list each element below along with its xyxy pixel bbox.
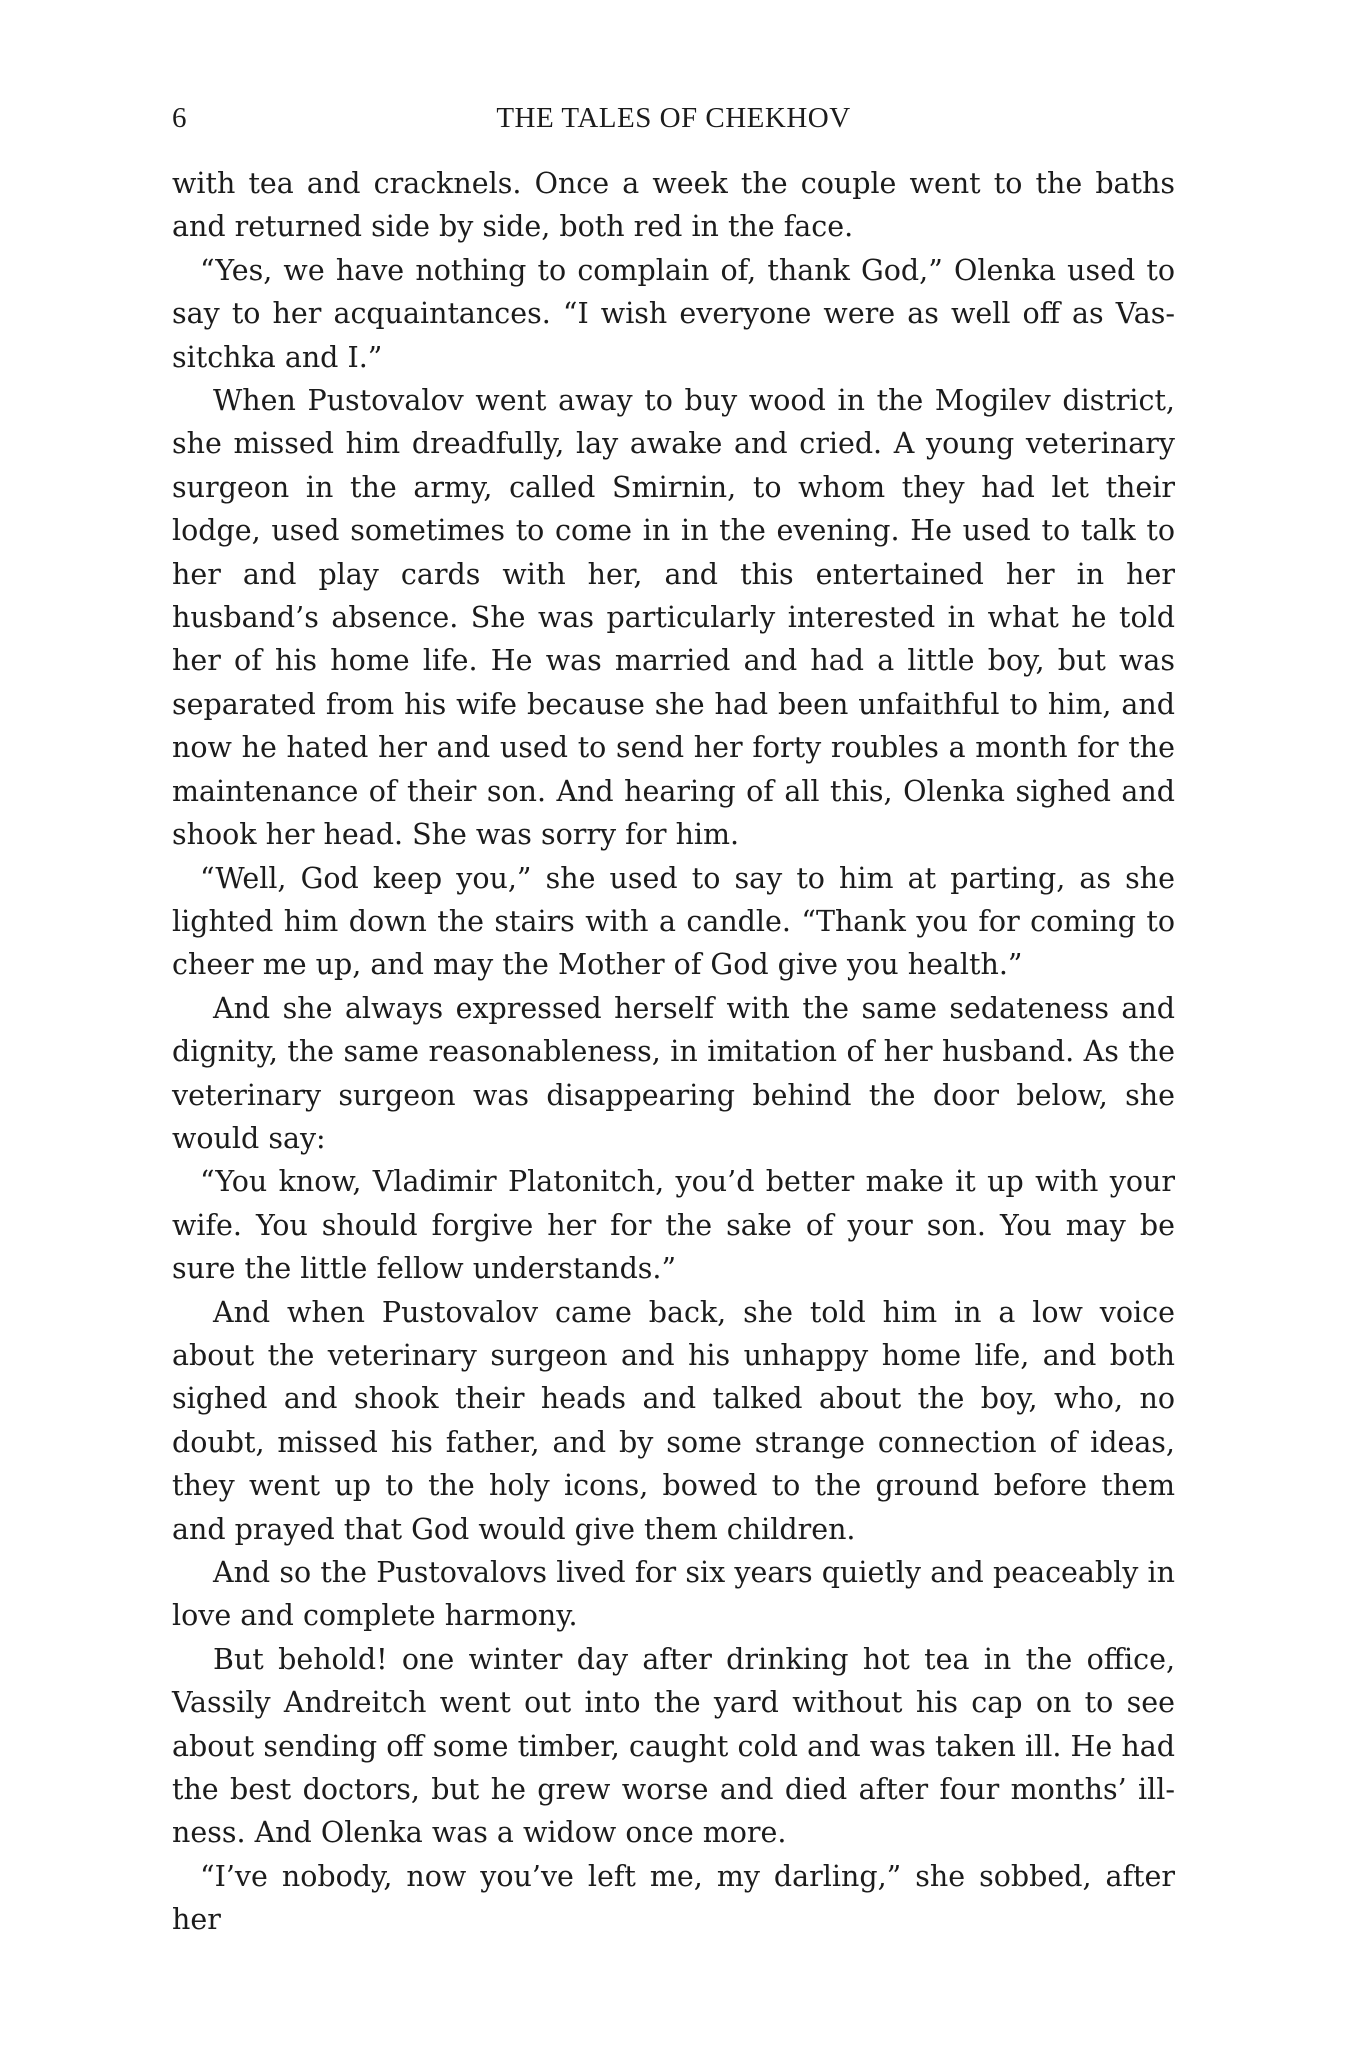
- paragraph: But behold! one winter day after drinking hot tea in the office, Vassily Andreitch went out into the yard without his cap on to see about sending off some timber, caught cold and was taken ill. He had the best doctors, but he grew worse and died after four months’ illness. And Olenka was a widow once more.: [172, 1642, 1175, 1850]
- paragraph: “You know, Vladimir Platonitch, you’d better make it up with your wife. You should forgive her for the sake of your son. You may be sure the little fellow understands.”: [172, 1165, 1175, 1286]
- paragraph: And she always expressed herself with the same sedateness and dignity, the same reasonableness, in imitation of her husband. As the veterinary surgeon was disappearing behind the door below, she would say:: [172, 991, 1175, 1155]
- paragraph: And when Pustovalov came back, she told him in a low voice about the veterinary surgeon and his unhappy home life, and both sighed and shook their heads and talked about the boy, who, no doubt, missed his father, and by some strange connection of ideas, they went up to the holy icons, bowed to the ground before them and prayed that God would give them children.: [172, 1295, 1175, 1546]
- paragraph: When Pustovalov went away to buy wood in the Mogilev district, she missed him dreadfully, lay awake and cried. A young veterinary surgeon in the army, called Smirnin, to whom they had let their lodge, used sometimes to come in in the evening. He used to talk to her and play cards with her, and this entertained her in her husband’s absence. She was particularly interested in what he told her of his home life. He was married and had a little boy, but was separated from his wife because she had been unfaithful to him, and now he hated her and used to send her forty roubles a month for the maintenance of their son. And hearing of all this, Olenka sighed and shook her head. She was sorry for him.: [172, 384, 1175, 852]
- body-text: [172, 162, 1175, 1942]
- paragraph: And so the Pustovalovs lived for six years quietly and peaceably in love and complete harmony.: [172, 1556, 1175, 1633]
- page-number: 6: [172, 102, 187, 134]
- paragraph: “Yes, we have nothing to complain of, thank God,” Olenka used to say to her acquaintances. “I wish everyone were as well off as Vassitchka and I.”: [172, 253, 1175, 374]
- paragraph-continued: with tea and cracknels. Once a week the couple went to the baths and returned side by side, both red in the face.: [172, 167, 1175, 244]
- running-title: THE TALES OF CHEKHOV: [496, 102, 851, 134]
- running-head: [172, 96, 1175, 140]
- paragraph-continues: “I’ve nobody, now you’ve left me, my darling,” she sobbed, after her: [172, 1859, 1175, 1937]
- paragraph: “Well, God keep you,” she used to say to him at parting, as she lighted him down the stairs with a candle. “Thank you for coming to cheer me up, and may the Mother of God give you health.”: [172, 861, 1175, 982]
